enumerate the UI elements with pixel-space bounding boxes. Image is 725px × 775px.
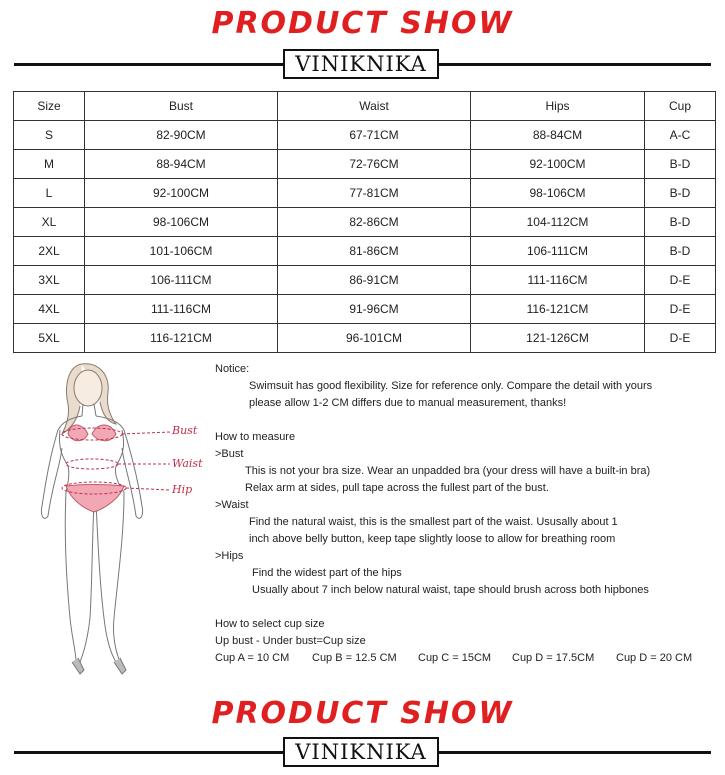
cell-waist: 91-96CM bbox=[278, 295, 471, 324]
cell-size: M bbox=[14, 150, 85, 179]
column-header-hips: Hips bbox=[471, 92, 645, 121]
cell-hips: 121-126CM bbox=[471, 324, 645, 353]
table-row bbox=[14, 237, 716, 266]
bust-line: This is not your bra size. Wear an unpadded bra (your dress will have a built-in bra) bbox=[245, 465, 651, 477]
measurement-figure-illustration bbox=[20, 356, 205, 686]
cell-bust: 111-116CM bbox=[85, 295, 278, 324]
cup-formula: Up bust - Under bust=Cup size bbox=[215, 635, 366, 647]
cell-bust: 82-90CM bbox=[85, 121, 278, 150]
figure-label-hip: Hip bbox=[172, 483, 193, 496]
bust-heading: >Bust bbox=[215, 448, 244, 460]
table-row bbox=[14, 179, 716, 208]
notice-line: please allow 1-2 CM differs due to manual measurement, thanks! bbox=[249, 397, 567, 409]
cell-cup: B-D bbox=[645, 150, 716, 179]
cell-bust: 88-94CM bbox=[85, 150, 278, 179]
waist-line: inch above belly button, keep tape slightly loose to allow for breathing room bbox=[249, 533, 616, 545]
table-row bbox=[14, 324, 716, 353]
header-title: PRODUCT SHOW bbox=[211, 6, 514, 41]
table-row bbox=[14, 150, 716, 179]
cell-hips: 92-100CM bbox=[471, 150, 645, 179]
cell-waist: 81-86CM bbox=[278, 237, 471, 266]
column-header-size: Size bbox=[14, 92, 85, 121]
cell-size: XL bbox=[14, 208, 85, 237]
cell-bust: 92-100CM bbox=[85, 179, 278, 208]
cell-waist: 82-86CM bbox=[278, 208, 471, 237]
table-header-row bbox=[14, 92, 716, 121]
cell-size: 4XL bbox=[14, 295, 85, 324]
cell-hips: 116-121CM bbox=[471, 295, 645, 324]
cell-cup: D-E bbox=[645, 324, 716, 353]
cell-bust: 116-121CM bbox=[85, 324, 278, 353]
column-header-cup: Cup bbox=[645, 92, 716, 121]
cup-value: Cup B = 12.5 CM bbox=[312, 652, 397, 664]
cell-waist: 77-81CM bbox=[278, 179, 471, 208]
cell-hips: 111-116CM bbox=[471, 266, 645, 295]
waist-line: Find the natural waist, this is the smallest part of the waist. Ususally about 1 bbox=[249, 516, 618, 528]
waist-heading: >Waist bbox=[215, 499, 249, 511]
cell-size: 2XL bbox=[14, 237, 85, 266]
cell-bust: 98-106CM bbox=[85, 208, 278, 237]
cell-cup: B-D bbox=[645, 237, 716, 266]
hips-line: Find the widest part of the hips bbox=[252, 567, 402, 579]
cell-bust: 101-106CM bbox=[85, 237, 278, 266]
footer-brand-logo: VINIKNIKA bbox=[283, 737, 439, 767]
figure-label-bust: Bust bbox=[172, 424, 198, 437]
cell-waist: 67-71CM bbox=[278, 121, 471, 150]
cup-value: Cup C = 15CM bbox=[418, 652, 492, 664]
table-row bbox=[14, 295, 716, 324]
cell-hips: 104-112CM bbox=[471, 208, 645, 237]
figure-label-waist: Waist bbox=[172, 457, 203, 470]
header-brand-logo: VINIKNIKA bbox=[283, 49, 439, 79]
cell-cup: D-E bbox=[645, 266, 716, 295]
table-row bbox=[14, 208, 716, 237]
cell-size: L bbox=[14, 179, 85, 208]
column-header-bust: Bust bbox=[85, 92, 278, 121]
cell-cup: A-C bbox=[645, 121, 716, 150]
cell-waist: 86-91CM bbox=[278, 266, 471, 295]
cell-size: 3XL bbox=[14, 266, 85, 295]
cell-hips: 98-106CM bbox=[471, 179, 645, 208]
cell-size: S bbox=[14, 121, 85, 150]
column-header-waist: Waist bbox=[278, 92, 471, 121]
cell-waist: 72-76CM bbox=[278, 150, 471, 179]
bust-line: Relax arm at sides, pull tape across the fullest part of the bust. bbox=[245, 482, 549, 494]
cup-value: Cup A = 10 CM bbox=[215, 652, 290, 664]
hips-heading: >Hips bbox=[215, 550, 244, 562]
cell-cup: B-D bbox=[645, 208, 716, 237]
table-row bbox=[14, 121, 716, 150]
table-row bbox=[14, 266, 716, 295]
cell-cup: B-D bbox=[645, 179, 716, 208]
measure-heading: How to measure bbox=[215, 431, 296, 443]
cup-heading: How to select cup size bbox=[215, 618, 325, 630]
cell-hips: 106-111CM bbox=[471, 237, 645, 266]
cell-waist: 96-101CM bbox=[278, 324, 471, 353]
footer-title: PRODUCT SHOW bbox=[211, 696, 514, 731]
notice-line: Swimsuit has good flexibility. Size for reference only. Compare the detail with yours bbox=[249, 380, 653, 392]
hips-line: Usually about 7 inch below natural waist, tape should brush across both hipbones bbox=[252, 584, 649, 596]
notice-heading: Notice: bbox=[215, 363, 250, 375]
size-chart-table bbox=[13, 91, 716, 353]
cup-value: Cup D = 20 CM bbox=[616, 652, 693, 664]
cell-bust: 106-111CM bbox=[85, 266, 278, 295]
cell-size: 5XL bbox=[14, 324, 85, 353]
cell-hips: 88-84CM bbox=[471, 121, 645, 150]
cup-value: Cup D = 17.5CM bbox=[512, 652, 595, 664]
cell-cup: D-E bbox=[645, 295, 716, 324]
